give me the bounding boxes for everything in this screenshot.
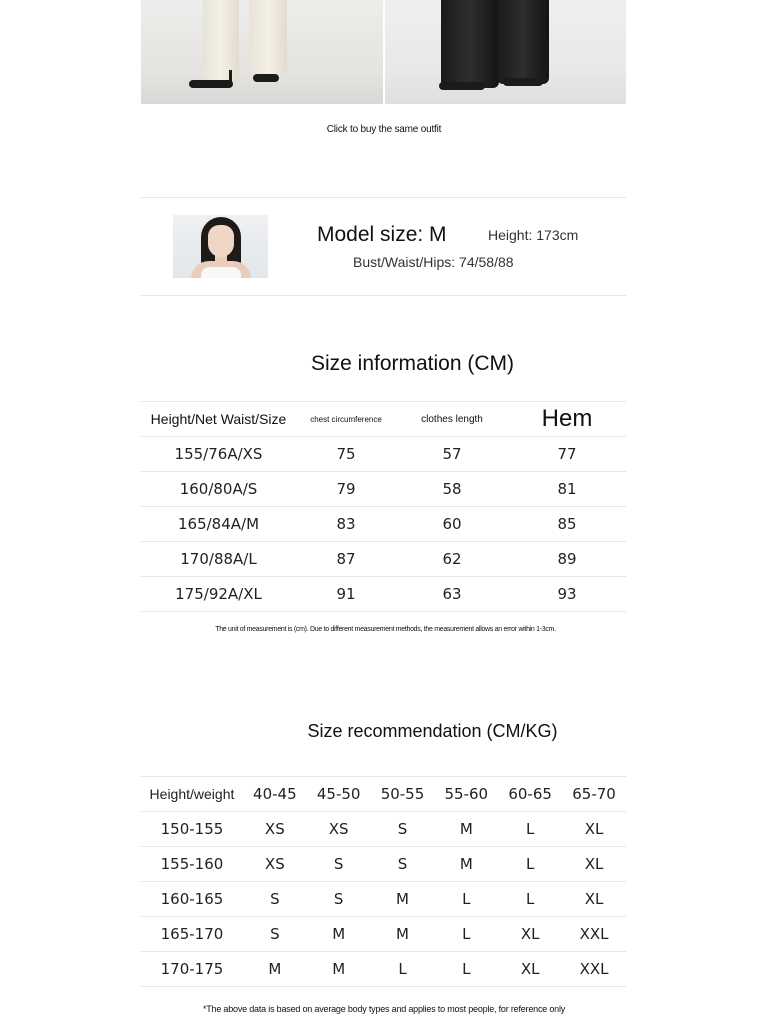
table-cell: 170/88A/L	[141, 542, 296, 577]
table-cell: 75	[296, 437, 396, 472]
table-cell: 155-160	[141, 847, 243, 882]
table-row	[141, 917, 626, 952]
size-rec-title: Size recommendation (CM/KG)	[307, 721, 558, 741]
divider	[141, 295, 626, 296]
column-header: clothes length	[396, 402, 508, 437]
table-cell: 170-175	[141, 952, 243, 987]
table-row	[141, 472, 626, 507]
table-cell: S	[307, 847, 371, 882]
table-cell: L	[498, 882, 562, 917]
table-row	[141, 577, 626, 612]
size-rec-table	[141, 776, 626, 987]
product-photos[interactable]	[141, 0, 626, 104]
table-cell: 160/80A/S	[141, 472, 296, 507]
table-cell: 57	[396, 437, 508, 472]
table-cell: 150-155	[141, 812, 243, 847]
table-header-row	[141, 402, 626, 437]
table-row	[141, 812, 626, 847]
table-cell: 87	[296, 542, 396, 577]
table-cell: 58	[396, 472, 508, 507]
table-cell: XL	[562, 882, 626, 917]
size-info-table	[141, 401, 626, 612]
table-row	[141, 437, 626, 472]
table-cell: 93	[508, 577, 626, 612]
table-cell: M	[434, 847, 498, 882]
table-cell: XL	[498, 952, 562, 987]
table-cell: XL	[562, 847, 626, 882]
divider	[141, 197, 626, 198]
column-header: 40-45	[243, 777, 307, 812]
model-measurements: Bust/Waist/Hips: 74/58/88	[353, 254, 514, 270]
table-row	[141, 847, 626, 882]
reference-note: *The above data is based on average body types and applies to most people, for reference only	[202, 1004, 566, 1014]
table-cell: 155/76A/XS	[141, 437, 296, 472]
measurement-note: The unit of measurement is (cm). Due to different measurement methods, the measurement allows an error within 1-3cm.	[215, 626, 556, 633]
table-cell: S	[243, 882, 307, 917]
column-header: 45-50	[307, 777, 371, 812]
table-cell: 89	[508, 542, 626, 577]
column-header: Height/Net Waist/Size	[141, 402, 296, 437]
table-cell: L	[434, 952, 498, 987]
table-cell: 77	[508, 437, 626, 472]
table-cell: 165/84A/M	[141, 507, 296, 542]
table-cell: L	[371, 952, 435, 987]
model-size: Model size: M	[317, 223, 447, 246]
table-cell: M	[371, 917, 435, 952]
table-cell: XS	[243, 847, 307, 882]
table-cell: L	[498, 812, 562, 847]
table-row	[141, 507, 626, 542]
table-cell: 79	[296, 472, 396, 507]
table-cell: S	[243, 917, 307, 952]
table-cell: 81	[508, 472, 626, 507]
table-cell: S	[371, 847, 435, 882]
model-photo	[173, 215, 268, 278]
model-height: Height: 173cm	[488, 227, 579, 243]
size-info-title: Size information (CM)	[310, 352, 515, 375]
table-cell: XS	[243, 812, 307, 847]
table-cell: XL	[562, 812, 626, 847]
buy-outfit-link[interactable]: Click to buy the same outfit	[326, 124, 442, 135]
outfit-photo-ivory[interactable]	[141, 0, 383, 104]
table-cell: M	[243, 952, 307, 987]
table-cell: 91	[296, 577, 396, 612]
table-cell: 83	[296, 507, 396, 542]
table-cell: 60	[396, 507, 508, 542]
column-header: Hem	[508, 402, 626, 437]
table-cell: XXL	[562, 952, 626, 987]
column-header: 55-60	[434, 777, 498, 812]
table-cell: M	[307, 917, 371, 952]
table-cell: 62	[396, 542, 508, 577]
table-cell: XXL	[562, 917, 626, 952]
table-row	[141, 542, 626, 577]
column-header: 60-65	[498, 777, 562, 812]
table-cell: S	[307, 882, 371, 917]
table-cell: 85	[508, 507, 626, 542]
column-header: 65-70	[562, 777, 626, 812]
table-row	[141, 882, 626, 917]
table-cell: M	[307, 952, 371, 987]
table-cell: M	[434, 812, 498, 847]
table-cell: S	[371, 812, 435, 847]
table-cell: L	[498, 847, 562, 882]
table-header-row	[141, 777, 626, 812]
table-cell: L	[434, 917, 498, 952]
table-cell: L	[434, 882, 498, 917]
table-cell: 63	[396, 577, 508, 612]
table-cell: 165-170	[141, 917, 243, 952]
outfit-photo-black[interactable]	[385, 0, 627, 104]
table-cell: 160-165	[141, 882, 243, 917]
table-cell: XL	[498, 917, 562, 952]
column-header: chest circumference	[296, 402, 396, 437]
table-cell: M	[371, 882, 435, 917]
table-row	[141, 952, 626, 987]
table-cell: XS	[307, 812, 371, 847]
table-cell: 175/92A/XL	[141, 577, 296, 612]
column-header: Height/weight	[141, 777, 243, 812]
column-header: 50-55	[371, 777, 435, 812]
